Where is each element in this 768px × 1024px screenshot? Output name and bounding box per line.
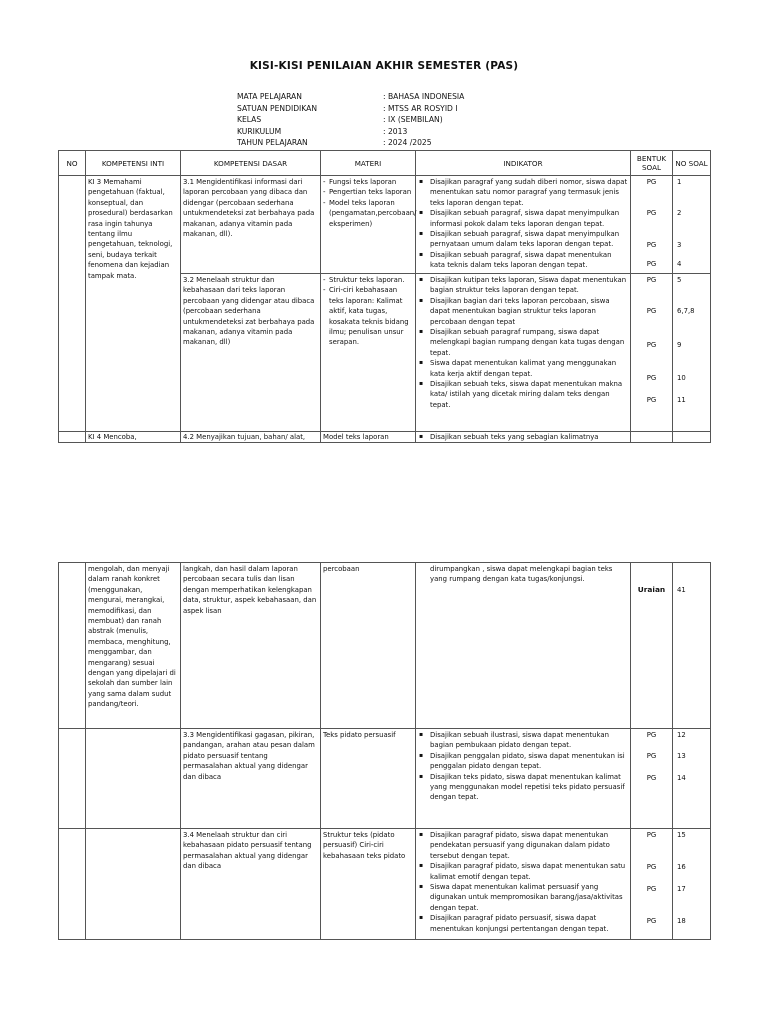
- cell-indikator: [416, 274, 631, 432]
- bentuk-value: PG: [646, 884, 657, 893]
- indikator-item: ▪ Disajikan sebuah paragraf, siswa dapat menyimpulkan pernyataan umum dalam teks laporan dengan tepat.: [418, 229, 628, 250]
- indikator-item: ▪ Disajikan sebuah paragraf, siswa dapat menentukan kata teknis dalam teks laporan dengan tepat.: [418, 250, 628, 271]
- info-value: : 2024 /2025: [383, 138, 432, 148]
- cell-bentuk-soal: [631, 729, 673, 829]
- kisi-kisi-table-page-1: [58, 150, 711, 443]
- no-soal-value: 6,7,8: [677, 307, 695, 316]
- cell-no-soal: [673, 829, 711, 940]
- cell-no: [59, 729, 86, 829]
- materi-item: - Model teks laporan (pengamatan,percobaan/ eksperimen): [323, 198, 413, 229]
- info-row: [237, 114, 464, 126]
- cell-indikator: [416, 432, 631, 443]
- header-kompetensi-dasar: KOMPETENSI DASAR: [181, 151, 321, 176]
- bentuk-value: PG: [646, 752, 657, 761]
- no-soal-value: 14: [677, 773, 686, 782]
- bentuk-value: PG: [646, 863, 657, 872]
- cell-bentuk-soal: [631, 829, 673, 940]
- info-row: [237, 137, 464, 149]
- info-key: TAHUN PELAJARAN: [237, 138, 308, 148]
- cell-no: [59, 563, 86, 729]
- bentuk-value: PG: [646, 374, 657, 383]
- no-soal-value: 16: [677, 863, 686, 872]
- indikator-item: ▪ Disajikan paragraf yang sudah diberi nomor, siswa dapat menentukan satu nomor paragraf yang termasuk jenis teks laporan dengan tepat.: [418, 177, 628, 208]
- table-row: [59, 176, 711, 274]
- cell-kompetensi-dasar: 3.2 Menelaah struktur dan kebahasaan dari teks laporan percobaan yang didengar atau dibaca (percobaan sederhana untukmendeteksi zat berbahaya pada makanan, adanya vitamin pada makanan, dll): [181, 274, 321, 432]
- cell-no-soal: 41: [673, 563, 711, 729]
- indikator-item: ▪ Disajikan kutipan teks laporan, Siswa dapat menentukan bagian struktur teks laporan dengan tepat.: [418, 275, 628, 296]
- table-row: [59, 563, 711, 729]
- cell-kompetensi-inti: KI 3 Memahami pengetahuan (faktual, konseptual, dan prosedural) berdasarkan rasa ingin tahunya tentang ilmu pengetahuan, teknologi, seni, budaya terkait fenomena dan kejadian tampak mata.: [86, 176, 181, 432]
- bentuk-value: PG: [646, 340, 657, 349]
- cell-kompetensi-inti: [86, 829, 181, 940]
- info-row: [237, 103, 464, 115]
- indikator-item: ▪ Disajikan paragraf pidato, siswa dapat menentukan satu kalimat emotif dengan tepat.: [418, 861, 628, 882]
- no-soal-value: 1: [677, 178, 682, 186]
- cell-kompetensi-dasar: langkah, dan hasil dalam laporan percobaan secara tulis dan lisan dengan memperhatikan kelengkapan data, struktur, aspek kebahasaan, dan aspek lisan: [181, 563, 321, 729]
- info-key: MATA PELAJARAN: [237, 92, 302, 101]
- cell-materi: Model teks laporan: [321, 432, 416, 443]
- indikator-item: ▪ Disajikan sebuah teks, siswa dapat menentukan makna kata/ istilah yang dicetak miring dalam teks dengan tepat.: [418, 379, 628, 410]
- bentuk-value: PG: [646, 731, 657, 739]
- bentuk-value: PG: [646, 209, 657, 218]
- cell-no: [59, 176, 86, 432]
- cell-no-soal: [673, 176, 711, 274]
- bentuk-value: PG: [646, 307, 657, 316]
- bentuk-value: PG: [646, 260, 657, 269]
- cell-kompetensi-dasar: 3.1 Mengidentifikasi informasi dari laporan percobaan yang dibaca dan didengar (percobaan sederhana untukmendeteksi zat berbahaya pada makanan, adanya vitamin pada makanan, dll).: [181, 176, 321, 274]
- header-no: NO: [59, 151, 86, 176]
- no-soal-value: 12: [677, 731, 686, 739]
- no-soal-value: 18: [677, 917, 686, 926]
- no-soal-value: 17: [677, 884, 686, 893]
- no-soal-value: 13: [677, 752, 686, 761]
- header-no-soal: NO SOAL: [673, 151, 711, 176]
- info-key: SATUAN PENDIDIKAN: [237, 103, 318, 113]
- materi-item: - Ciri-ciri kebahasaan teks laporan: Kalimat aktif, kata tugas, kosakata teknis bidang ilmu; penulisan unsur serapan.: [323, 285, 413, 347]
- bentuk-value: PG: [646, 240, 657, 249]
- cell-kompetensi-dasar: 3.3 Mengidentifikasi gagasan, pikiran, pandangan, arahan atau pesan dalam pidato persuasif tentang permasalahan aktual yang didengar dan dibaca: [181, 729, 321, 829]
- cell-bentuk-soal: [631, 274, 673, 432]
- cell-no: [59, 829, 86, 940]
- indikator-item: ▪ Disajikan penggalan pidato, siswa dapat menentukan isi penggalan pidato dengan tepat.: [418, 751, 628, 772]
- bentuk-value: PG: [646, 395, 657, 404]
- kisi-kisi-table-page-2: [58, 562, 711, 940]
- bentuk-value: PG: [646, 831, 657, 839]
- cell-no-soal: [673, 432, 711, 443]
- table-row: [59, 829, 711, 940]
- no-soal-value: 15: [677, 831, 686, 839]
- no-soal-value: 3: [677, 240, 682, 249]
- document-title: KISI-KISI PENILAIAN AKHIR SEMESTER (PAS): [249, 60, 519, 72]
- table-row: [59, 432, 711, 443]
- no-soal-value: 9: [677, 340, 682, 349]
- cell-kompetensi-dasar: 3.4 Menelaah struktur dan ciri kebahasaan pidato persuasif tentang permasalahan aktual yang didengar dan dibaca: [181, 829, 321, 940]
- cell-materi: Struktur teks (pidato persuasif) Ciri-ciri kebahasaan teks pidato: [321, 829, 416, 940]
- bentuk-value: PG: [646, 276, 657, 284]
- materi-item: - Pengertian teks laporan: [323, 187, 413, 197]
- no-soal-value: 11: [677, 395, 686, 404]
- cell-materi: Teks pidato persuasif: [321, 729, 416, 829]
- no-soal-value: 10: [677, 374, 686, 383]
- table-header-row: [59, 151, 711, 176]
- cell-bentuk-soal: Uraian: [631, 563, 673, 729]
- indikator-item: ▪ Disajikan sebuah paragraf rumpang, siswa dapat melengkapi bagian rumpang dengan kata tugas dengan tepat.: [418, 327, 628, 358]
- header-kompetensi-inti: KOMPETENSI INTI: [86, 151, 181, 176]
- cell-bentuk-soal: [631, 432, 673, 443]
- table-row: [59, 729, 711, 829]
- info-value: : 2013: [383, 126, 408, 136]
- indikator-item: ▪ Disajikan sebuah teks yang sebagian kalimatnya: [418, 433, 628, 441]
- info-row: [237, 126, 464, 138]
- indikator-item: ▪ Disajikan sebuah ilustrasi, siswa dapat menentukan bagian pembukaan pidato dengan tepat.: [418, 730, 628, 751]
- cell-bentuk-soal: [631, 176, 673, 274]
- header-materi: MATERI: [321, 151, 416, 176]
- indikator-item: ▪ Disajikan paragraf pidato persuasif, siswa dapat menentukan konjungsi pertentangan dengan tepat.: [418, 913, 628, 934]
- cell-materi: percobaan: [321, 563, 416, 729]
- header-bentuk-soal: BENTUK SOAL: [631, 151, 673, 176]
- cell-materi: [321, 176, 416, 274]
- cell-kompetensi-dasar: 4.2 Menyajikan tujuan, bahan/ alat,: [181, 432, 321, 443]
- indikator-item: ▪ Disajikan paragraf pidato, siswa dapat menentukan pendekatan persuasif yang digunakan dalam pidato tersebut dengan tepat.: [418, 830, 628, 861]
- cell-no: [59, 432, 86, 443]
- info-key: KURIKULUM: [237, 126, 282, 136]
- bentuk-value: PG: [646, 773, 657, 782]
- materi-item: - Fungsi teks laporan: [323, 177, 413, 187]
- bentuk-value: PG: [646, 917, 657, 926]
- cell-kompetensi-inti: mengolah, dan menyaji dalam ranah konkret (menggunakan, mengurai, merangkai, memodifikasi, dan membuat) dan ranah abstrak (menulis, membaca, menghitung, menggambar, dan mengarang) sesuai dengan yang dipelajari di sekolah dan sumber lain yang sama dalam sudut pandang/teori.: [86, 563, 181, 729]
- indikator-item: ▪ Siswa dapat menentukan kalimat persuasif yang digunakan untuk mempromosikan barang/jasa/aktivitas dengan tepat.: [418, 882, 628, 913]
- cell-indikator: dirumpangkan , siswa dapat melengkapi bagian teks yang rumpang dengan kata tugas/konjungsi.: [416, 563, 631, 729]
- cell-no-soal: [673, 274, 711, 432]
- info-row: [237, 91, 464, 103]
- cell-materi: [321, 274, 416, 432]
- cell-no-soal: [673, 729, 711, 829]
- no-soal-value: 2: [677, 209, 682, 218]
- document-info: [237, 91, 464, 149]
- indikator-item: ▪ Siswa dapat menentukan kalimat yang menggunakan kata kerja aktif dengan tepat.: [418, 358, 628, 379]
- no-soal-value: 4: [677, 260, 682, 269]
- indikator-item: ▪ Disajikan sebuah paragraf, siswa dapat menyimpulkan informasi pokok dalam teks laporan dengan tepat.: [418, 208, 628, 229]
- bentuk-value: PG: [646, 178, 657, 186]
- info-value: : MTSS AR ROSYID I: [383, 103, 458, 113]
- cell-indikator: [416, 829, 631, 940]
- indikator-item: ▪ Disajikan bagian dari teks laporan percobaan, siswa dapat menentukan bagian struktur teks laporan percobaan dengan tepat: [418, 296, 628, 327]
- cell-indikator: [416, 729, 631, 829]
- no-soal-value: 5: [677, 276, 682, 284]
- info-value: : IX (SEMBILAN): [383, 115, 443, 125]
- info-key: KELAS: [237, 115, 262, 125]
- cell-kompetensi-inti: [86, 729, 181, 829]
- materi-item: - Struktur teks laporan.: [323, 275, 413, 285]
- cell-kompetensi-inti: KI 4 Mencoba,: [86, 432, 181, 443]
- info-value: : BAHASA INDONESIA: [383, 92, 465, 101]
- cell-indikator: [416, 176, 631, 274]
- indikator-item: ▪ Disajikan teks pidato, siswa dapat menentukan kalimat yang menggunakan model repetisi teks pidato persuasif dengan tepat.: [418, 772, 628, 803]
- header-indikator: INDIKATOR: [416, 151, 631, 176]
